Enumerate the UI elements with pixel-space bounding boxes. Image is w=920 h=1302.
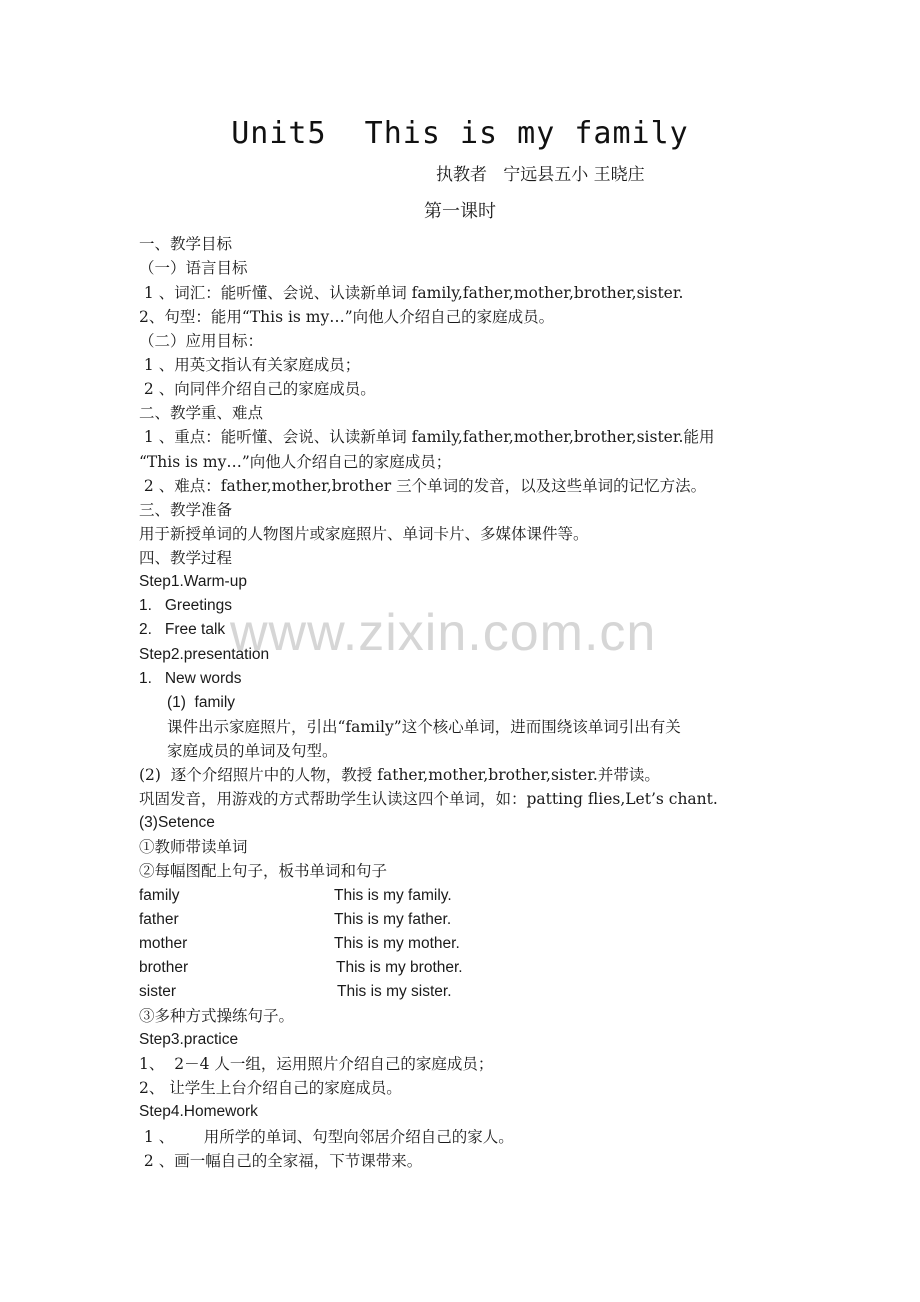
text-line: ①教师带读单词 xyxy=(139,838,248,856)
section-heading-process: 四、教学过程 xyxy=(139,549,233,567)
list-item: 1. New words xyxy=(139,670,242,687)
step-heading: Step4.Homework xyxy=(139,1103,258,1120)
section-heading-preparation: 三、教学准备 xyxy=(139,501,233,519)
text-line: 2 、向同伴介绍自己的家庭成员。 xyxy=(139,380,376,398)
step-heading: Step3.practice xyxy=(139,1031,239,1048)
list-item: (1) family xyxy=(167,694,236,711)
text-line: 1 、词汇：能听懂、会说、认读新单词 family,father,mother,brother,sister. xyxy=(139,284,684,302)
text-line: “This is my…”向他人介绍自己的家庭成员； xyxy=(139,453,452,471)
author-line: 执教者 宁远县五小 王晓庄 xyxy=(436,165,645,185)
word-cell: sister xyxy=(139,983,177,1000)
text-line: ②每幅图配上句子，板书单词和句子 xyxy=(139,862,388,880)
text-line: 课件出示家庭照片，引出“family”这个核心单词，进而围绕该单词引出有关 xyxy=(167,718,681,736)
text-line: 2 、难点：father,mother,brother 三个单词的发音，以及这些单词的记忆方法。 xyxy=(139,477,707,495)
text-line: (3)Setence xyxy=(139,814,215,831)
step-heading: Step2.presentation xyxy=(139,646,270,663)
watermark: www.zixin.com.cn xyxy=(230,604,657,662)
sentence-cell: This is my family. xyxy=(334,887,452,904)
sentence-cell: This is my mother. xyxy=(334,935,460,952)
text-line: 1 、 用所学的单词、句型向邻居介绍自己的家人。 xyxy=(139,1128,514,1146)
subheading-language-goals: （一）语言目标 xyxy=(139,259,248,277)
section-heading-key-points: 二、教学重、难点 xyxy=(139,404,264,422)
lesson-heading: 第一课时 xyxy=(424,201,496,222)
text-line: 用于新授单词的人物图片或家庭照片、单词卡片、多媒体课件等。 xyxy=(139,525,589,543)
word-cell: family xyxy=(139,887,180,904)
word-cell: brother xyxy=(139,959,189,976)
text-line: 2 、画一幅自己的全家福，下节课带来。 xyxy=(139,1152,423,1170)
list-item: 1. Greetings xyxy=(139,597,233,614)
text-line: 1、 2－4 人一组，运用照片介绍自己的家庭成员； xyxy=(139,1055,494,1073)
sentence-cell: This is my father. xyxy=(334,911,452,928)
text-line: 2、 让学生上台介绍自己的家庭成员。 xyxy=(139,1079,402,1097)
text-line: 家庭成员的单词及句型。 xyxy=(167,742,338,760)
sentence-cell: This is my sister. xyxy=(337,983,452,1000)
text-line: ③多种方式操练句子。 xyxy=(139,1007,295,1025)
text-line: 巩固发音，用游戏的方式帮助学生认读这四个单词，如：patting flies,Let’s chant. xyxy=(139,790,718,808)
step-heading: Step1.Warm-up xyxy=(139,573,247,590)
page-title: Unit5 This is my family xyxy=(231,116,689,151)
word-cell: father xyxy=(139,911,179,928)
text-line: (2) 逐个介绍照片中的人物，教授 father,mother,brother,sister.并带读。 xyxy=(139,766,660,784)
text-line: 1 、重点：能听懂、会说、认读新单词 family,father,mother,brother,sister.能用 xyxy=(139,428,715,446)
section-heading-goals: 一、教学目标 xyxy=(139,235,233,253)
text-line: 2、句型：能用“This is my…”向他人介绍自己的家庭成员。 xyxy=(139,308,555,326)
subheading-application-goals: （二）应用目标： xyxy=(139,332,264,350)
word-cell: mother xyxy=(139,935,188,952)
list-item: 2. Free talk xyxy=(139,621,226,638)
text-line: 1 、用英文指认有关家庭成员； xyxy=(139,356,361,374)
sentence-cell: This is my brother. xyxy=(336,959,463,976)
